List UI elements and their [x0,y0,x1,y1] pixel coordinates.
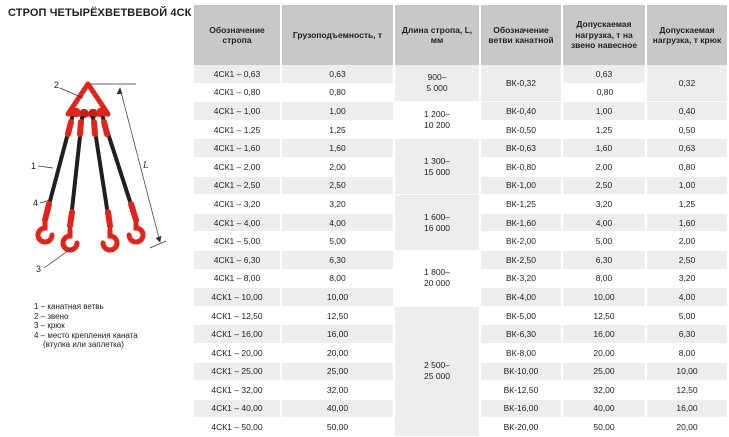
cell-hook-load: 1,25 [647,195,727,214]
cell-branch-code: ВК-8,00 [481,344,563,363]
cell-capacity: 20,00 [282,344,395,363]
cell-length-range: 1 200– 10 200 [395,102,481,139]
cell-link-load: 6,30 [563,251,647,270]
cell-link-load: 3,20 [563,195,647,214]
cell-capacity: 0,80 [282,84,395,103]
legend-item: 3 – крюк [34,321,65,330]
cell-branch-code: ВК-2,50 [481,251,563,270]
cell-link-load: 1,25 [563,121,647,140]
cell-link-load: 2,00 [563,158,647,177]
cell-link-load: 2,50 [563,177,647,196]
cell-link-load: 0,63 [563,65,647,84]
cell-link-load: 5,00 [563,232,647,251]
cell-capacity: 16,00 [282,325,395,344]
cell-link-load: 16,00 [563,325,647,344]
cell-capacity: 5,00 [282,232,395,251]
cell-capacity: 6,30 [282,251,395,270]
legend-item: (втулка или заплетка) [43,340,124,349]
cell-hook-load: 2,50 [647,251,727,270]
cell-link-load: 12,50 [563,307,647,326]
length-dimension [86,84,166,248]
cell-branch-code: ВК-12,50 [481,381,563,400]
sling-illustration [0,70,185,280]
table-row [194,65,727,84]
cell-link-load: 0,80 [563,84,647,103]
callout-link-number: 2 [54,80,60,90]
page-title: СТРОП ЧЕТЫРЁХВЕТВЕВОЙ 4СК [8,7,192,19]
cell-capacity: 1,25 [282,121,395,140]
callout-fixing-number: 4 [33,198,39,208]
legend-item: 1 – канатная ветвь [34,302,104,311]
legend-item: 4 – место крепления каната [34,330,138,340]
header-hook-load: Допускаемая нагрузка, т крюк [647,5,727,65]
cell-sling-code: 4СК1 – 16,00 [194,325,282,344]
cell-capacity: 12,50 [282,307,395,326]
cell-length-range: 900– 5 000 [395,65,481,102]
cell-sling-code: 4СК1 – 40,00 [194,400,282,419]
cell-capacity: 32,00 [282,381,395,400]
table-row [194,102,727,121]
table-row [194,251,727,270]
cell-hook-load: 1,60 [647,214,727,233]
cell-capacity: 3,20 [282,195,395,214]
cell-branch-code: ВК-1,25 [481,195,563,214]
header-branch-code: Обозначение ветви канатной [481,5,563,65]
cell-capacity: 50,00 [282,418,395,437]
cell-branch-code: ВК-5,00 [481,307,563,326]
cell-length-range: 1 800– 20 000 [395,251,481,307]
rope-branches [45,118,136,228]
cell-hook-load: 10,00 [647,363,727,382]
cell-branch-code: ВК-16,00 [481,400,563,419]
header-capacity: Грузоподъемность, т [282,5,395,65]
cell-sling-code: 4СК1 – 12,50 [194,307,282,326]
cell-sling-code: 4СК1 – 6,30 [194,251,282,270]
cell-length-range: 2 500– 25 000 [395,307,481,437]
cell-sling-code: 4СК1 – 3,20 [194,195,282,214]
cell-sling-code: 4СК1 – 1,60 [194,139,282,158]
cell-sling-code: 4СК1 – 10,00 [194,288,282,307]
cell-sling-code: 4СК1 – 5,00 [194,232,282,251]
cell-sling-code: 4СК1 – 0,63 [194,65,282,84]
cell-hook-load: 3,20 [647,270,727,289]
cell-capacity: 1,60 [282,139,395,158]
cell-hook-load: 8,00 [647,344,727,363]
cell-sling-code: 4СК1 – 2,00 [194,158,282,177]
header-length: Длина стропа, L, мм [395,5,481,65]
table-row [194,195,727,214]
cell-branch-code: ВК-6,30 [481,325,563,344]
callout-branch-number: 1 [31,161,37,171]
cell-capacity: 2,50 [282,177,395,196]
callout-hook-number: 3 [36,264,42,274]
cell-link-load: 10,00 [563,288,647,307]
cell-capacity: 0,63 [282,65,395,84]
cell-link-load: 32,00 [563,381,647,400]
cell-capacity: 25,00 [282,363,395,382]
cell-branch-code: ВК-10,00 [481,363,563,382]
cell-branch-code: ВК-0,80 [481,158,563,177]
cell-capacity: 10,00 [282,288,395,307]
cell-sling-code: 4СК1 – 4,00 [194,214,282,233]
cell-capacity: 4,00 [282,214,395,233]
cell-sling-code: 4СК1 – 50,00 [194,418,282,437]
cell-capacity: 40,00 [282,400,395,419]
cell-hook-load: 0,40 [647,102,727,121]
cell-hook-load: 20,00 [647,418,727,437]
cell-branch-code: ВК-0,32 [481,65,563,102]
cell-link-load: 25,00 [563,363,647,382]
cell-hook-load: 0,80 [647,158,727,177]
cell-link-load: 1,60 [563,139,647,158]
table-row [194,139,727,158]
cell-branch-code: ВК-1,00 [481,177,563,196]
length-label: L [143,160,149,171]
cell-hook-load: 1,00 [647,177,727,196]
cell-hook-load: 12,50 [647,381,727,400]
cell-sling-code: 4СК1 – 0,80 [194,84,282,103]
cell-link-load: 50,00 [563,418,647,437]
cell-capacity: 2,00 [282,158,395,177]
cell-hook-load: 4,00 [647,288,727,307]
cell-branch-code: ВК-3,20 [481,270,563,289]
cell-hook-load: 6,30 [647,325,727,344]
cell-branch-code: ВК-4,00 [481,288,563,307]
table-body [194,65,727,437]
cell-link-load: 20,00 [563,344,647,363]
spec-table [194,5,727,437]
cell-branch-code: ВК-0,63 [481,139,563,158]
cell-link-load: 8,00 [563,270,647,289]
cell-hook-load: 0,50 [647,121,727,140]
cell-sling-code: 4СК1 – 25,00 [194,363,282,382]
cell-link-load: 1,00 [563,102,647,121]
cell-hook-load: 0,32 [647,65,727,102]
cell-link-load: 4,00 [563,214,647,233]
legend [34,302,138,350]
cell-length-range: 1 300– 15 000 [395,139,481,195]
cell-branch-code: ВК-20,00 [481,418,563,437]
cell-hook-load: 0,63 [647,139,727,158]
cell-sling-code: 4СК1 – 2,50 [194,177,282,196]
cell-sling-code: 4СК1 – 20,00 [194,344,282,363]
header-link-load: Допускаемая нагрузка, т на звено навесное [563,5,647,65]
cell-sling-code: 4СК1 – 8,00 [194,270,282,289]
cell-capacity: 8,00 [282,270,395,289]
cell-sling-code: 4СК1 – 1,25 [194,121,282,140]
cell-branch-code: ВК-0,50 [481,121,563,140]
hooks [38,222,143,250]
header-sling-code: Обозначение стропа [194,5,282,65]
legend-item: 2 – звено [34,311,69,321]
cell-hook-load: 2,00 [647,232,727,251]
cell-sling-code: 4СК1 – 32,00 [194,381,282,400]
master-link [68,84,108,118]
cell-hook-load: 5,00 [647,307,727,326]
table-row [194,307,727,326]
cell-branch-code: ВК-0,40 [481,102,563,121]
cell-length-range: 1 600– 16 000 [395,195,481,251]
table-header-row [194,5,727,65]
cell-hook-load: 16,00 [647,400,727,419]
cell-sling-code: 4СК1 – 1,00 [194,102,282,121]
cell-branch-code: ВК-1,60 [481,214,563,233]
cell-capacity: 1,00 [282,102,395,121]
cell-link-load: 40,00 [563,400,647,419]
cell-branch-code: ВК-2,00 [481,232,563,251]
